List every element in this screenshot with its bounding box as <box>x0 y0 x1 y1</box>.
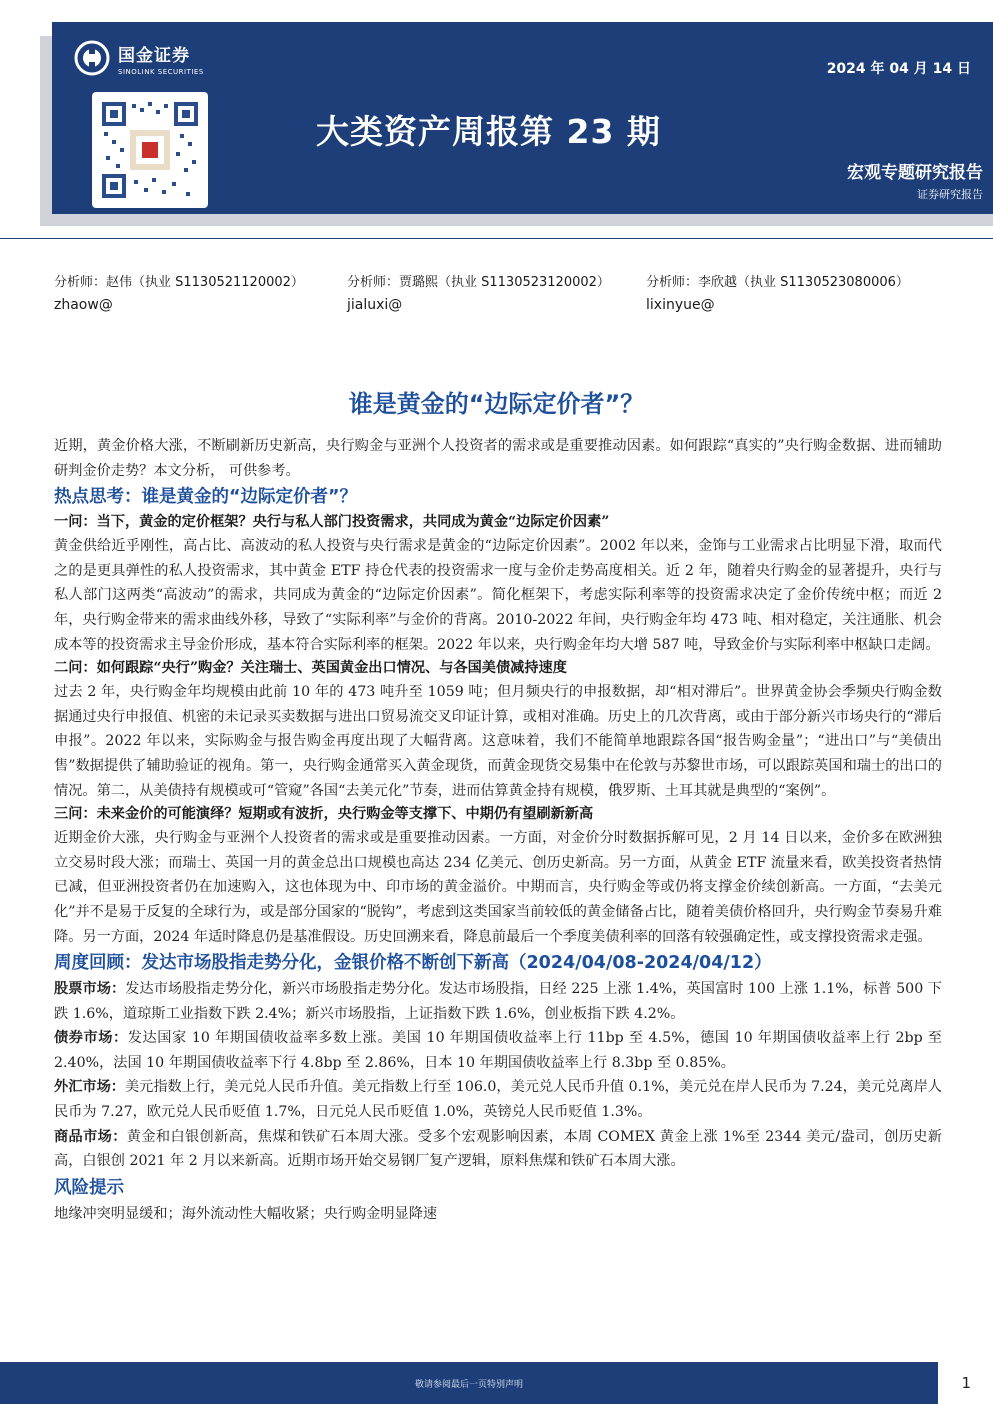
risk-paragraph: 地缘冲突明显缓和；海外流动性大幅收紧；央行购金明显降速 <box>54 1205 438 1222</box>
question-paragraph-3: 近期金价大涨，央行购金与亚洲个人投资者的需求或是重要推动因素。一方面，对金价分时数据拆解可见，2 月 14 日以来，金价多在欧洲独立交易时段大涨；而瑞士、英国一月的黄金总出口规模也高达 234 亿美元、创历史新高。另一方面，从黄金 ETF 流量来看，欧美投资者热情已减，但亚洲投资者仍在加速购入，这也体现为中、印市场的黄金溢价。中期而言，央行购金等或仍将支撑金价续创新高。一方面，“去美元化”并不是易于反复的全球行为，或是部分国家的“脱钩”，考虑到这类国家当前较低的黄金储备占比，随着美债价格回升，央行购金节奏易升难降。另一方面，2024 年适时降息仍是基准假设。历史回溯来看，降息前最后一个季度美债利率的回落有较强确定性，或支撑投资需求走强。 <box>54 830 942 945</box>
analyst-email[interactable]: zhaow@ <box>54 297 113 313</box>
market-paragraph-equity <box>54 977 942 1026</box>
disclaimer-text[interactable]: 敬请参阅最后一页特别声明 <box>414 1379 523 1390</box>
section-heading-weekly-review: 周度回顾：发达市场股指走势分化，金银价格不断创下新高（2024/04/08-2024/04/12） <box>54 953 772 974</box>
analyst-email[interactable]: jialuxi@ <box>347 297 403 313</box>
section-heading-risk: 风险提示 <box>54 1177 124 1198</box>
footer-disclaimer <box>0 1362 938 1404</box>
report-type: 宏观专题研究报告 <box>847 163 983 183</box>
qr-code-icon <box>92 92 208 208</box>
brand-logo <box>74 40 204 76</box>
analyst-name: 分析师：贾璐熙（执业 S1130523120002） <box>347 275 610 290</box>
report-header <box>52 22 993 214</box>
question-heading-2: 二问：如何跟踪“央行”购金？关注瑞士、英国黄金出口情况、与各国美债减持速度 <box>54 660 567 677</box>
report-date: 2024 年 04 月 14 日 <box>826 61 971 77</box>
market-text: 美元指数上行，美元兑人民币升值。美元指数上行至 106.0，美元兑人民币升值 0.1%，美元兑在岸人民币为 7.24，美元兑离岸人民币为 7.27，欧元兑人民币贬值 1.7%，日元兑人民币贬值 1.0%，英镑兑人民币贬值 1.3%。 <box>54 1079 942 1121</box>
analyst-item <box>347 272 610 316</box>
analyst-name: 分析师：赵伟（执业 S1130521120002） <box>54 275 304 290</box>
logo-text-en: SINOLINK SECURITIES <box>118 67 204 76</box>
question-paragraph-2: 过去 2 年，央行购金年均规模由此前 10 年的 473 吨升至 1059 吨；但月频央行的申报数据，却“相对滞后”。世界黄金协会季频央行购金数据通过央行申报值、机密的未记录买卖数据与进出口贸易流交叉印证计算，或相对准确。历史上的几次背离，或由于部分新兴市场央行的“滞后申报”。2022 年以来，实际购金与报告购金再度出现了大幅背离。这意味着，我们不能简单地跟踪各国“报告购金量”；“进出口”与“美债出售”数据提供了辅助验证的视角。第一，央行购金通常买入黄金现货，而黄金现货交易集中在伦敦与苏黎世市场，可以跟踪英国和瑞士的出口的情况。第二，从美债持有规模或可“管窥”各国“去美元化”节奏，进而估算黄金持有规模，俄罗斯、土耳其就是典型的“案例”。 <box>54 684 942 799</box>
market-label: 外汇市场： <box>54 1079 125 1096</box>
market-label: 商品市场： <box>54 1128 127 1145</box>
sinolink-logo-icon <box>74 40 110 76</box>
market-text: 发达国家 10 年期国债收益率多数上涨。美国 10 年期国债收益率上行 11bp 至 4.5%，德国 10 年期国债收益率上行 2bp 至 2.40%，法国 10 年期国债收益率下行 4.8bp 至 2.86%，日本 10 年期国债收益率上行 8.3bp 至 0.85%。 <box>54 1030 942 1071</box>
market-text: 黄金和白银创新高，焦煤和铁矿石本周大涨。受多个宏观影响因素，本周 COMEX 黄金上涨 1%至 2344 美元/盎司，创历史新高，白银创 2021 年 2 月以来新高。近期市场开始交易钢厂复产逻辑，原料焦煤和铁矿石本周大涨。 <box>54 1128 942 1170</box>
logo-text-cn: 国金证券 <box>118 45 190 66</box>
page-number: 1 <box>961 1374 971 1392</box>
market-label: 债券市场： <box>54 1030 128 1047</box>
market-paragraph-commodity <box>54 1125 942 1174</box>
question-heading-1: 一问：当下，黄金的定价框架？央行与私人部门投资需求，共同成为黄金“边际定价因素” <box>54 514 610 531</box>
article-title: 谁是黄金的“边际定价者”？ <box>348 390 645 418</box>
question-paragraph-1: 黄金供给近乎刚性，高占比、高波动的私人投资与央行需求是黄金的“边际定价因素”。2002 年以来，金饰与工业需求占比明显下滑，取而代之的是更具弹性的私人投资需求，其中黄金 ETF 持仓代表的投资需求一度与金价走势高度相关。近 2 年，随着央行购金的显著提升，央行与私人部门这两类“高波动”的需求，共同成为黄金的“边际定价因素”。简化框架下，考虑实际利率等的投资需求决定了金价传统中枢；而近 2 年，央行购金带来的需求曲线外移，导致了“实际利率”与金价的背离。2010-2022 年间，央行购金年均 473 吨、相对稳定，关注通胀、机会成本等的投资需求主导金价形成，基本符合实际利率的框架。2022 年以来，央行购金年均大增 587 吨，导致金价与实际利率中枢缺口走阔。 <box>54 538 942 653</box>
report-title: 大类资产周报第 23 期 <box>316 112 661 151</box>
analyst-item <box>54 272 304 316</box>
intro-paragraph: 近期，黄金价格大涨，不断刷新历史新高，央行购金与亚洲个人投资者的需求或是重要推动因素。如何跟踪“真实的”央行购金数据、进而辅助研判金价走势？本文分析， 可供参考。 <box>54 438 942 479</box>
analyst-item <box>646 272 909 316</box>
analyst-email[interactable]: lixinyue@ <box>646 297 715 313</box>
article-body <box>54 434 942 1226</box>
market-paragraph-bond <box>54 1026 942 1075</box>
market-text: 发达市场股指走势分化，新兴市场股指走势分化。发达市场股指，日经 225 上涨 1.4%，英国富时 100 上涨 1.1%，标普 500 下跌 1.6%，道琼斯工业指数下跌 2.4%；新兴市场股指，上证指数下跌 1.6%，创业板指下跌 4.2%。 <box>54 981 942 1022</box>
report-category: 证券研究报告 <box>917 188 983 201</box>
question-heading-3: 三问：未来金价的可能演绎？短期或有波折，央行购金等支撑下、中期仍有望刷新新高 <box>54 806 594 823</box>
market-paragraph-fx <box>54 1075 942 1124</box>
header-divider <box>0 238 993 239</box>
analyst-name: 分析师：李欣越（执业 S1130523080006） <box>646 275 909 290</box>
market-label: 股票市场： <box>54 981 126 998</box>
section-heading-hot-topic: 热点思考：谁是黄金的“边际定价者”？ <box>54 487 358 508</box>
